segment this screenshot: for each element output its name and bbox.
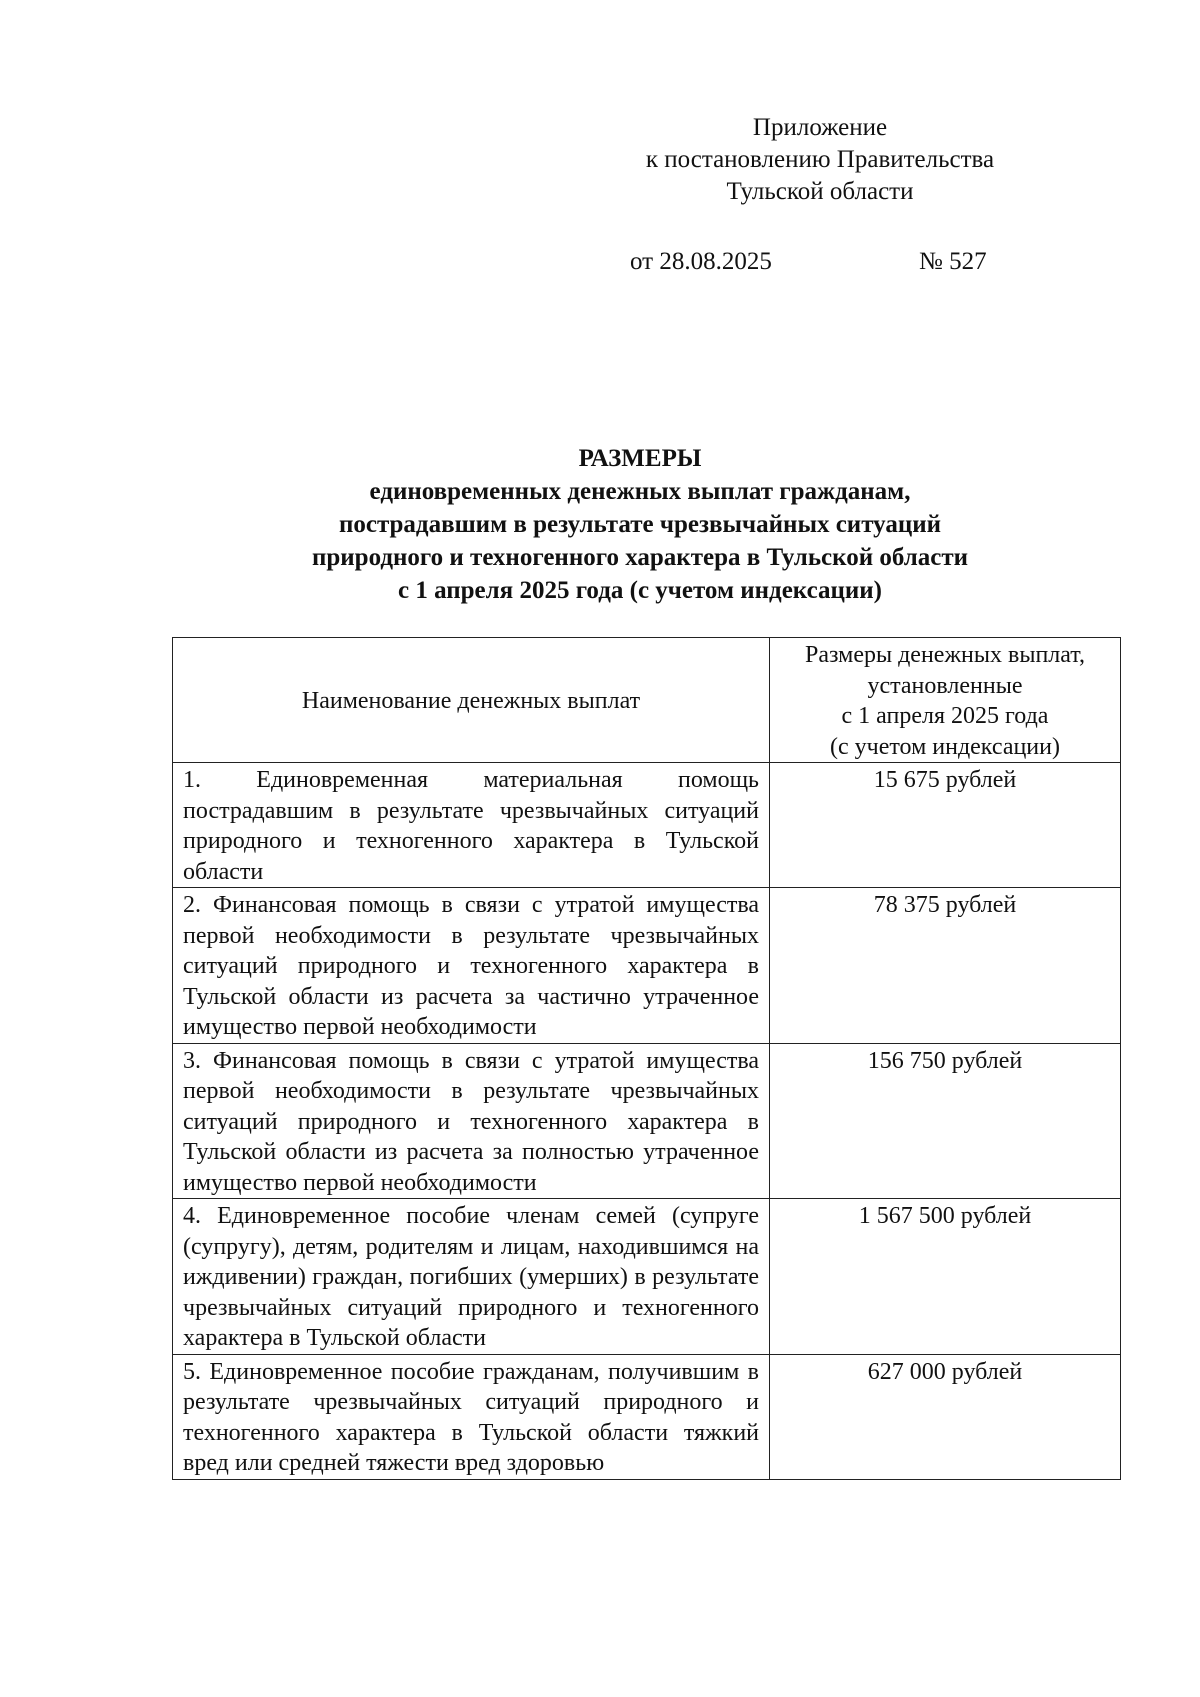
title-heading: РАЗМЕРЫ — [578, 445, 702, 472]
title-line: единовременных денежных выплат гражданам, — [369, 478, 911, 505]
document-number: № 527 — [919, 248, 987, 275]
table-row — [173, 888, 1121, 1044]
payment-amount-cell: 78 375 рублей — [770, 888, 1121, 1044]
title-line: пострадавшим в результате чрезвычайных ситуаций — [338, 511, 942, 538]
payment-amount-cell: 1 567 500 рублей — [770, 1199, 1121, 1355]
column-header-amount-line: (с учетом индексации) — [829, 733, 1060, 760]
table-header-row — [173, 638, 1121, 763]
appendix-block — [600, 112, 1040, 208]
table-row — [173, 1043, 1121, 1199]
payment-amount-cell: 156 750 рублей — [770, 1043, 1121, 1199]
column-header-amount-line: с 1 апреля 2025 года — [841, 703, 1049, 729]
payment-name-cell: 3. Финансовая помощь в связи с утратой имущества первой необходимости в результате чрезвычайных ситуаций природного и техногенного характера в Тульской области из расчета за полностью утраченное имущество первой необходимости — [173, 1043, 770, 1199]
appendix-line: Тульской области — [726, 178, 914, 205]
payment-name-cell: 1. Единовременная материальная помощь пострадавшим в результате чрезвычайных ситуаций природного и техногенного характера в Тульской области — [173, 763, 770, 888]
payment-amount-cell: 627 000 рублей — [770, 1354, 1121, 1479]
appendix-line: к постановлению Правительства — [645, 146, 995, 173]
title-line: с 1 апреля 2025 года (с учетом индексации) — [397, 577, 883, 604]
title-line: природного и техногенного характера в Тульской области — [311, 544, 969, 571]
payment-amount-cell: 15 675 рублей — [770, 763, 1121, 888]
table-row — [173, 763, 1121, 888]
column-header-amount-line: установленные — [867, 672, 1023, 699]
payment-name-cell: 4. Единовременное пособие членам семей (супруге (супругу), детям, родителям и лицам, находившимся на иждивении) граждан, погибших (умерших) в результате чрезвычайных ситуаций природного и техногенного характера в Тульской области — [173, 1199, 770, 1355]
payments-table — [172, 637, 1121, 1480]
payment-name-cell: 5. Единовременное пособие гражданам, получившим в результате чрезвычайных ситуаций природного и техногенного характера в Тульской области тяжкий вред или средней тяжести вред здоровью — [173, 1354, 770, 1479]
column-header-amount-line: Размеры денежных выплат, — [804, 642, 1085, 668]
table-row — [173, 1199, 1121, 1355]
table-row — [173, 1354, 1121, 1479]
document-date: от 28.08.2025 — [630, 248, 772, 275]
appendix-line: Приложение — [752, 114, 888, 141]
document-title — [160, 442, 1120, 607]
column-header-amount — [770, 638, 1121, 763]
column-header-name: Наименование денежных выплат — [173, 638, 770, 763]
payment-name-cell: 2. Финансовая помощь в связи с утратой имущества первой необходимости в результате чрезвычайных ситуаций природного и техногенного характера в Тульской области из расчета за частично утраченное имущество первой необходимости — [173, 888, 770, 1044]
